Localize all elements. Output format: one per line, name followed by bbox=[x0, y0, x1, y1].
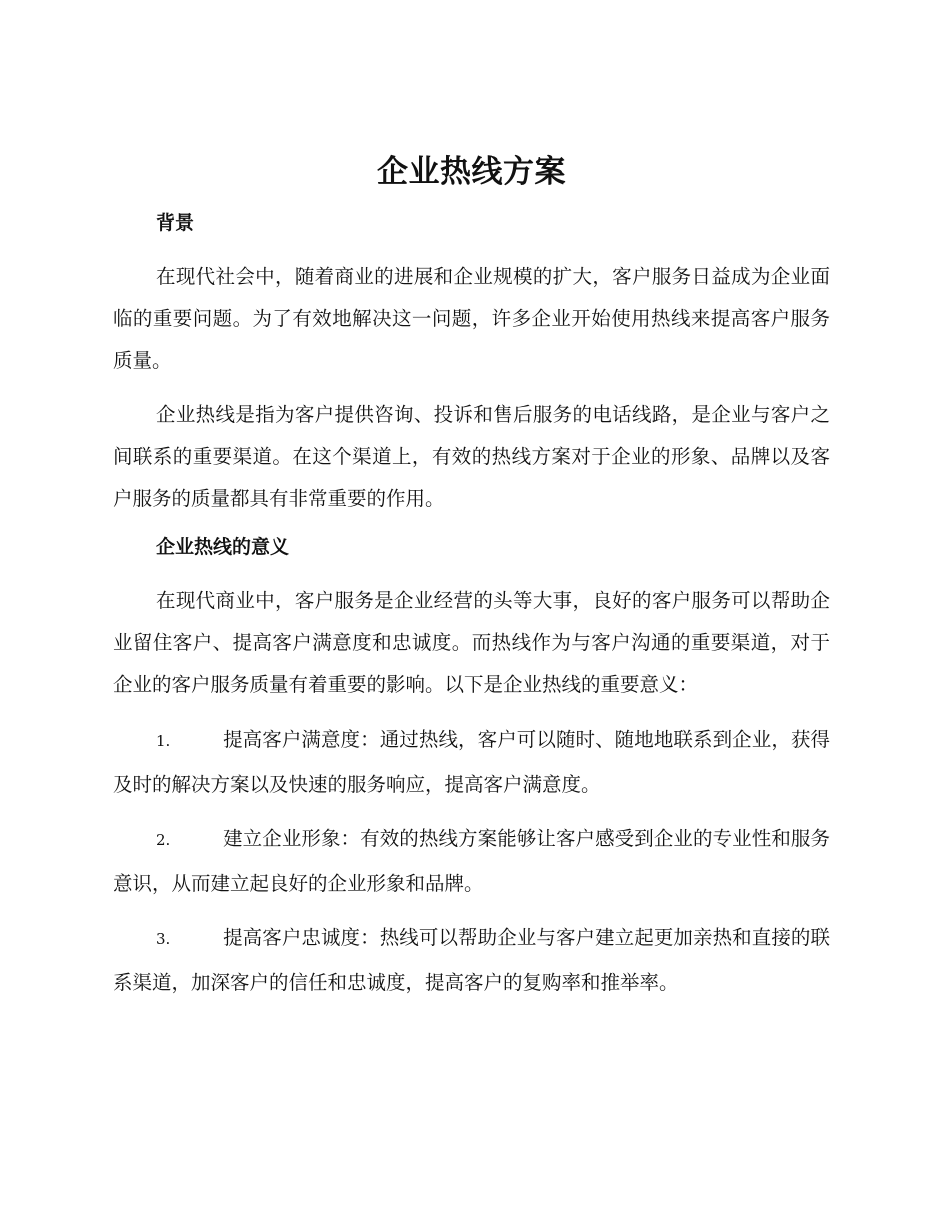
list-item bbox=[113, 916, 830, 1005]
section-heading: 背景 bbox=[156, 212, 195, 234]
paragraph: 在现代商业中，客户服务是企业经营的头等大事，良好的客户服务可以帮助企业留住客户、提高客户满意度和忠诚度。而热线作为与客户沟通的重要渠道，对于企业的客户服务质量有着重要的影响。以下是企业热线的重要意义： bbox=[113, 589, 830, 696]
list-text: 建立企业形象：有效的热线方案能够让客户感受到企业的专业性和服务意识，从而建立起良好的企业形象和品牌。 bbox=[113, 827, 830, 895]
section-significance bbox=[113, 532, 830, 1005]
paragraph: 企业热线是指为客户提供咨询、投诉和售后服务的电话线路，是企业与客户之间联系的重要渠道。在这个渠道上，有效的热线方案对于企业的形象、品牌以及客户服务的质量都具有非常重要的作用。 bbox=[113, 403, 830, 510]
list-number: 1. bbox=[156, 732, 171, 750]
list-text: 提高客户忠诚度：热线可以帮助企业与客户建立起更加亲热和直接的联系渠道，加深客户的信任和忠诚度，提高客户的复购率和推举率。 bbox=[113, 926, 830, 994]
list-number: 3. bbox=[156, 930, 171, 948]
list-number: 2. bbox=[156, 831, 171, 849]
paragraph: 在现代社会中，随着商业的进展和企业规模的扩大，客户服务日益成为企业面临的重要问题。为了有效地解决这一问题，许多企业开始使用热线来提高客户服务质量。 bbox=[113, 265, 830, 372]
list-item bbox=[113, 817, 830, 906]
list-text: 提高客户满意度：通过热线，客户可以随时、随地地联系到企业，获得及时的解决方案以及快速的服务响应，提高客户满意度。 bbox=[113, 728, 830, 796]
list-item bbox=[113, 718, 830, 807]
section-background bbox=[113, 208, 830, 520]
document-title: 企业热线方案 bbox=[377, 154, 566, 190]
section-heading: 企业热线的意义 bbox=[156, 536, 290, 558]
